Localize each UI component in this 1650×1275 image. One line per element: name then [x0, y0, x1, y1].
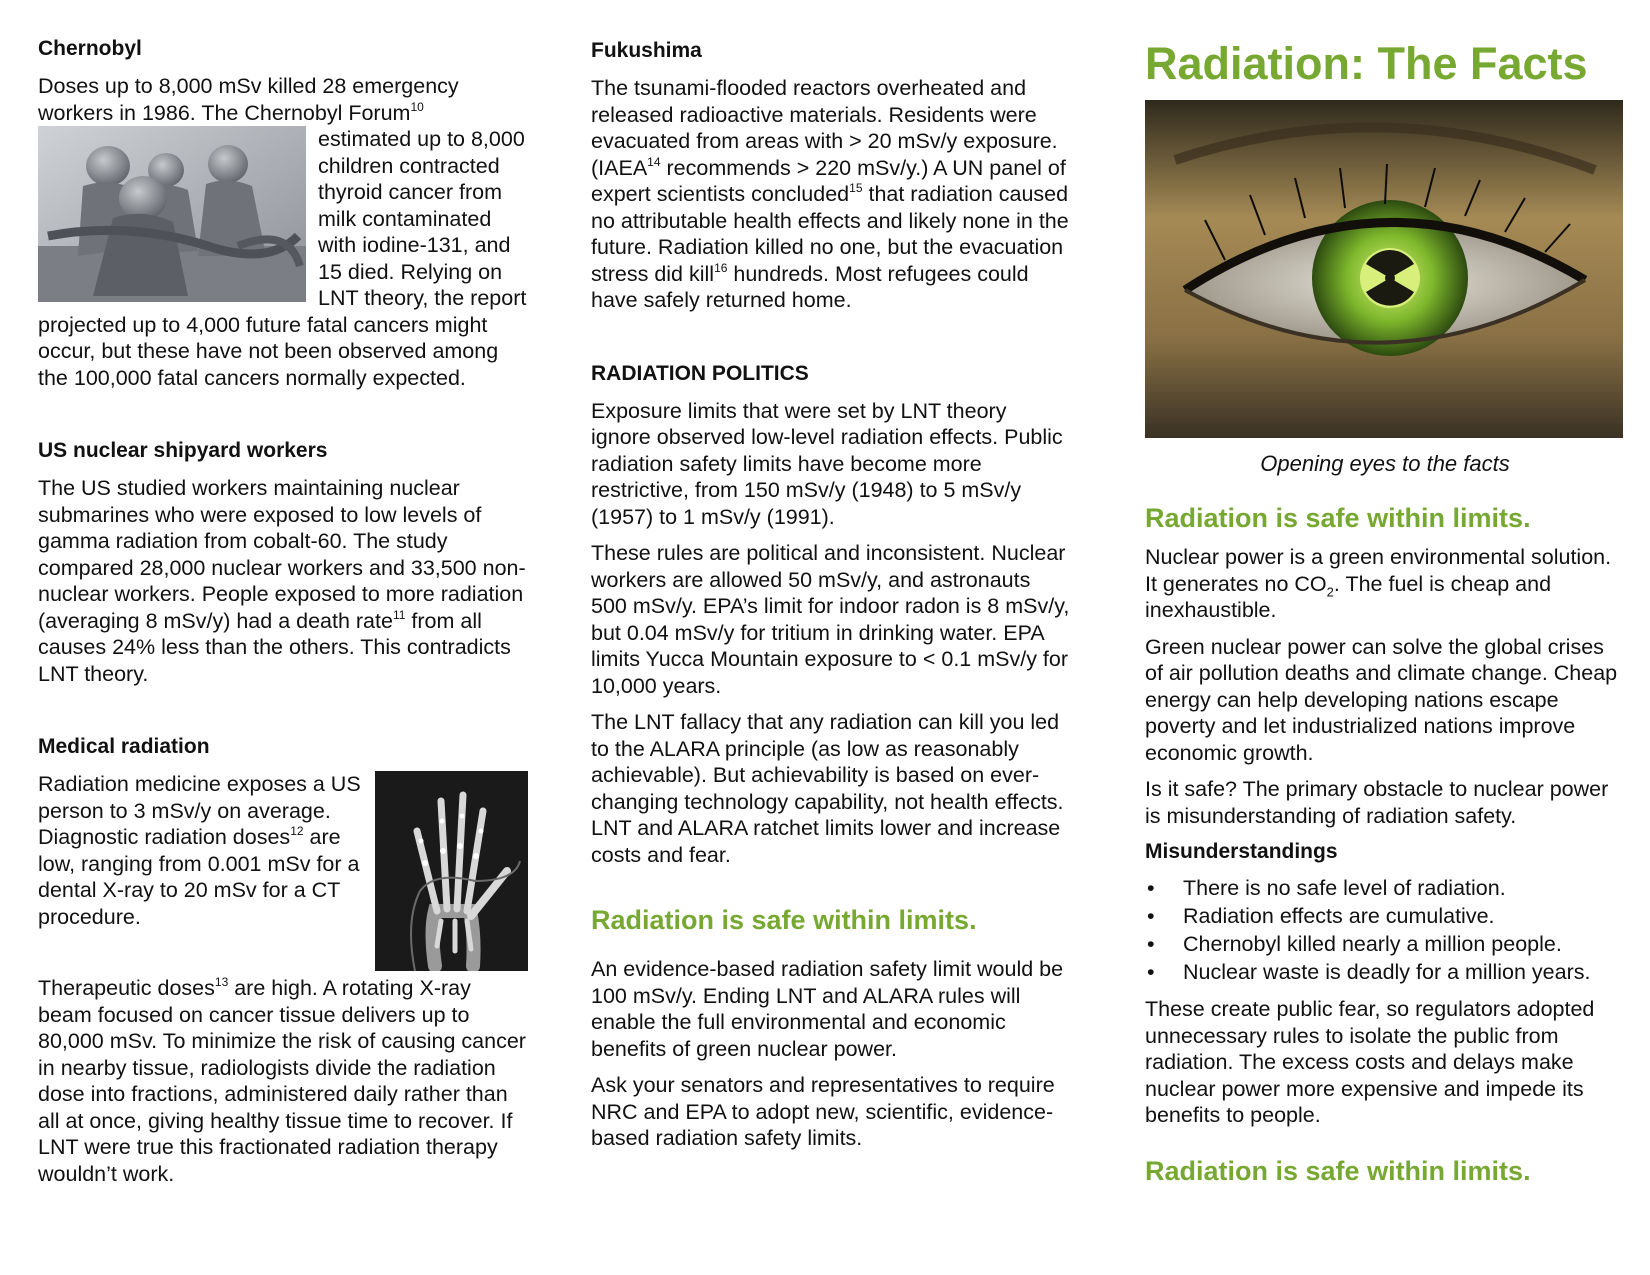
- bullet-icon: •: [1147, 904, 1155, 928]
- chernobyl-heading: Chernobyl: [38, 37, 142, 60]
- politics-heading: RADIATION POLITICS: [591, 361, 809, 385]
- hand-xray-image: [375, 771, 528, 971]
- page-title: Radiation: The Facts: [1145, 38, 1588, 89]
- co2-text-start: Nuclear power is a green environmental solution. It generates no CO: [1145, 545, 1612, 596]
- politics-paragraph-1: Exposure limits that were set by LNT theory ignore observed low-level radiation effects. Public radiation safety limits have become more restrictive, from 150 mSv/y (1948) to 5 mSv/y (1957) to 1 mSv/y (1991).: [591, 398, 1063, 529]
- medical-text-2-end: are high. A rotating X-ray beam focused on cancer tissue delivers up to 80,000 mSv. To minimize the risk of causing cancer in nearby tissue, radiologists divide the radiation dose into fractions, administered daily rather than all at once, giving healthy tissue time to recover. If LNT were true this fractionated radiation therapy wouldn’t work.: [38, 976, 526, 1186]
- chernobyl-paragraph: [38, 73, 528, 391]
- misunderstandings-list: [1145, 874, 1625, 986]
- shipyard-text-end: from all causes 24% less than the others. This contradicts LNT theory.: [38, 608, 511, 686]
- footnote-ref: 15: [849, 181, 863, 195]
- footnote-ref: 16: [714, 260, 728, 275]
- shipyard-heading: US nuclear shipyard workers: [38, 439, 328, 462]
- medical-paragraph-2: [38, 975, 528, 1187]
- fukushima-paragraph: [591, 75, 1071, 314]
- fukushima-text-c: that radiation caused no attributable health effects and likely none in the future. Radiation killed no one, but the evacuation stress did kill: [591, 182, 1069, 286]
- co2-text-end: . The fuel is cheap and inexhaustible.: [1145, 571, 1552, 622]
- fukushima-text-d: hundreds. Most refugees could have safely returned home.: [591, 261, 1029, 312]
- medical-paragraph-1: [38, 771, 528, 930]
- footnote-ref: 11: [392, 607, 406, 622]
- list-item-text: There is no safe level of radiation.: [1183, 876, 1506, 900]
- list-item-text: Radiation effects are cumulative.: [1183, 904, 1495, 928]
- fukushima-text-a: The tsunami-flooded reactors overheated and released radioactive materials. Residents were evacuated from areas with > 20 mSv/y exposure. (IAEA: [591, 76, 1058, 180]
- list-item: [1145, 930, 1625, 958]
- chernobyl-text-start: Doses up to 8,000 mSv killed 28 emergency workers in 1986. The Chernobyl Forum: [38, 74, 459, 125]
- green-power-paragraph: [1145, 544, 1625, 624]
- shipyard-text-start: The US studied workers maintaining nuclear submarines who were exposed to low levels of gamma radiation from cobalt-60. The study compared 28,000 nuclear workers and 33,500 non-nuclear workers. People exposed to more radiation (averaging 8 mSv/y) had a death rate: [38, 476, 526, 633]
- evidence-paragraph: An evidence-based radiation safety limit would be 100 mSv/y. Ending LNT and ALARA rules will enable the full environmental and economic benefits of green nuclear power.: [591, 957, 1064, 1061]
- green-eye-radiation-photo: [1145, 100, 1623, 438]
- call-to-action-paragraph: Ask your senators and representatives to require NRC and EPA to adopt new, scientific, evidence-based radiation safety limits.: [591, 1073, 1055, 1150]
- safe-limits-heading: Radiation is safe within limits.: [591, 905, 977, 935]
- fukushima-text-b: recommends > 220 mSv/y.) A UN panel of expert scientists concluded: [591, 155, 1066, 206]
- list-item: [1145, 958, 1625, 986]
- list-item: [1145, 874, 1625, 902]
- medical-text-1-end: are low, ranging from 0.001 mSv for a dental X-ray to 20 mSv for a CT procedure.: [38, 825, 360, 929]
- list-item-text: Chernobyl killed nearly a million people.: [1183, 932, 1562, 956]
- chernobyl-text-rest: estimated up to 8,000 children contracted thyroid cancer from milk contaminated with iodine-131, and 15 died. Relying on LNT theory, the report projected up to 4,000 future fatal cancers might occur, but these have not been observed among the 100,000 fatal cancers normally expected.: [38, 127, 527, 390]
- image-caption: Opening eyes to the facts: [1260, 451, 1510, 476]
- shipyard-paragraph: [38, 475, 528, 687]
- politics-paragraph-3: The LNT fallacy that any radiation can kill you led to the ALARA principle (as low as reasonably achievable). But achievability is based on ever-changing technology capability, not health effects. LNT and ALARA ratchet limits lower and increase costs and fear.: [591, 710, 1064, 867]
- footnote-ref: 13: [214, 975, 229, 989]
- column-left: [38, 0, 528, 1187]
- column-right: [1145, 0, 1625, 1187]
- footnote-ref: 12: [290, 824, 304, 838]
- fukushima-heading: Fukushima: [591, 39, 702, 62]
- medical-text-2-start: Therapeutic doses: [38, 976, 215, 1000]
- list-item: [1145, 902, 1625, 930]
- bullet-icon: •: [1147, 960, 1155, 984]
- footnote-ref: 10: [410, 99, 424, 114]
- is-it-safe-paragraph: Is it safe? The primary obstacle to nuclear power is misunderstanding of radiation safety.: [1145, 777, 1609, 828]
- public-fear-paragraph: These create public fear, so regulators adopted unnecessary rules to isolate the public from radiation. The excess costs and delays make nuclear power more expensive and impede its benefits to people.: [1145, 997, 1595, 1127]
- medical-text-1-start: Radiation medicine exposes a US person to 3 mSv/y on average. Diagnostic radiation doses: [38, 772, 361, 849]
- politics-paragraph-2: These rules are political and inconsistent. Nuclear workers are allowed 50 mSv/y, and astronauts 500 mSv/y. EPA’s limit for indoor radon is 8 mSv/y, but 0.04 mSv/y for tritium in drinking water. EPA limits Yucca Mountain exposure to < 0.1 mSv/y for 10,000 years.: [591, 541, 1070, 698]
- safe-limits-heading: Radiation is safe within limits.: [1145, 503, 1531, 533]
- list-item-text: Nuclear waste is deadly for a million years.: [1183, 960, 1591, 984]
- closing-heading: Radiation is safe within limits.: [1145, 1155, 1531, 1186]
- footnote-ref: 14: [647, 154, 661, 169]
- column-middle: [591, 0, 1071, 1152]
- global-crises-paragraph: Green nuclear power can solve the global crises of air pollution deaths and climate change. Cheap energy can help developing nations escape poverty and let industrialized nations improve economic growth.: [1145, 634, 1618, 765]
- firefighter-statue-photo: [38, 126, 306, 302]
- bullet-icon: •: [1147, 932, 1155, 956]
- misunderstandings-heading: Misunderstandings: [1145, 840, 1338, 863]
- medical-heading: Medical radiation: [38, 735, 210, 758]
- bullet-icon: •: [1147, 876, 1155, 900]
- co2-subscript: 2: [1326, 583, 1334, 599]
